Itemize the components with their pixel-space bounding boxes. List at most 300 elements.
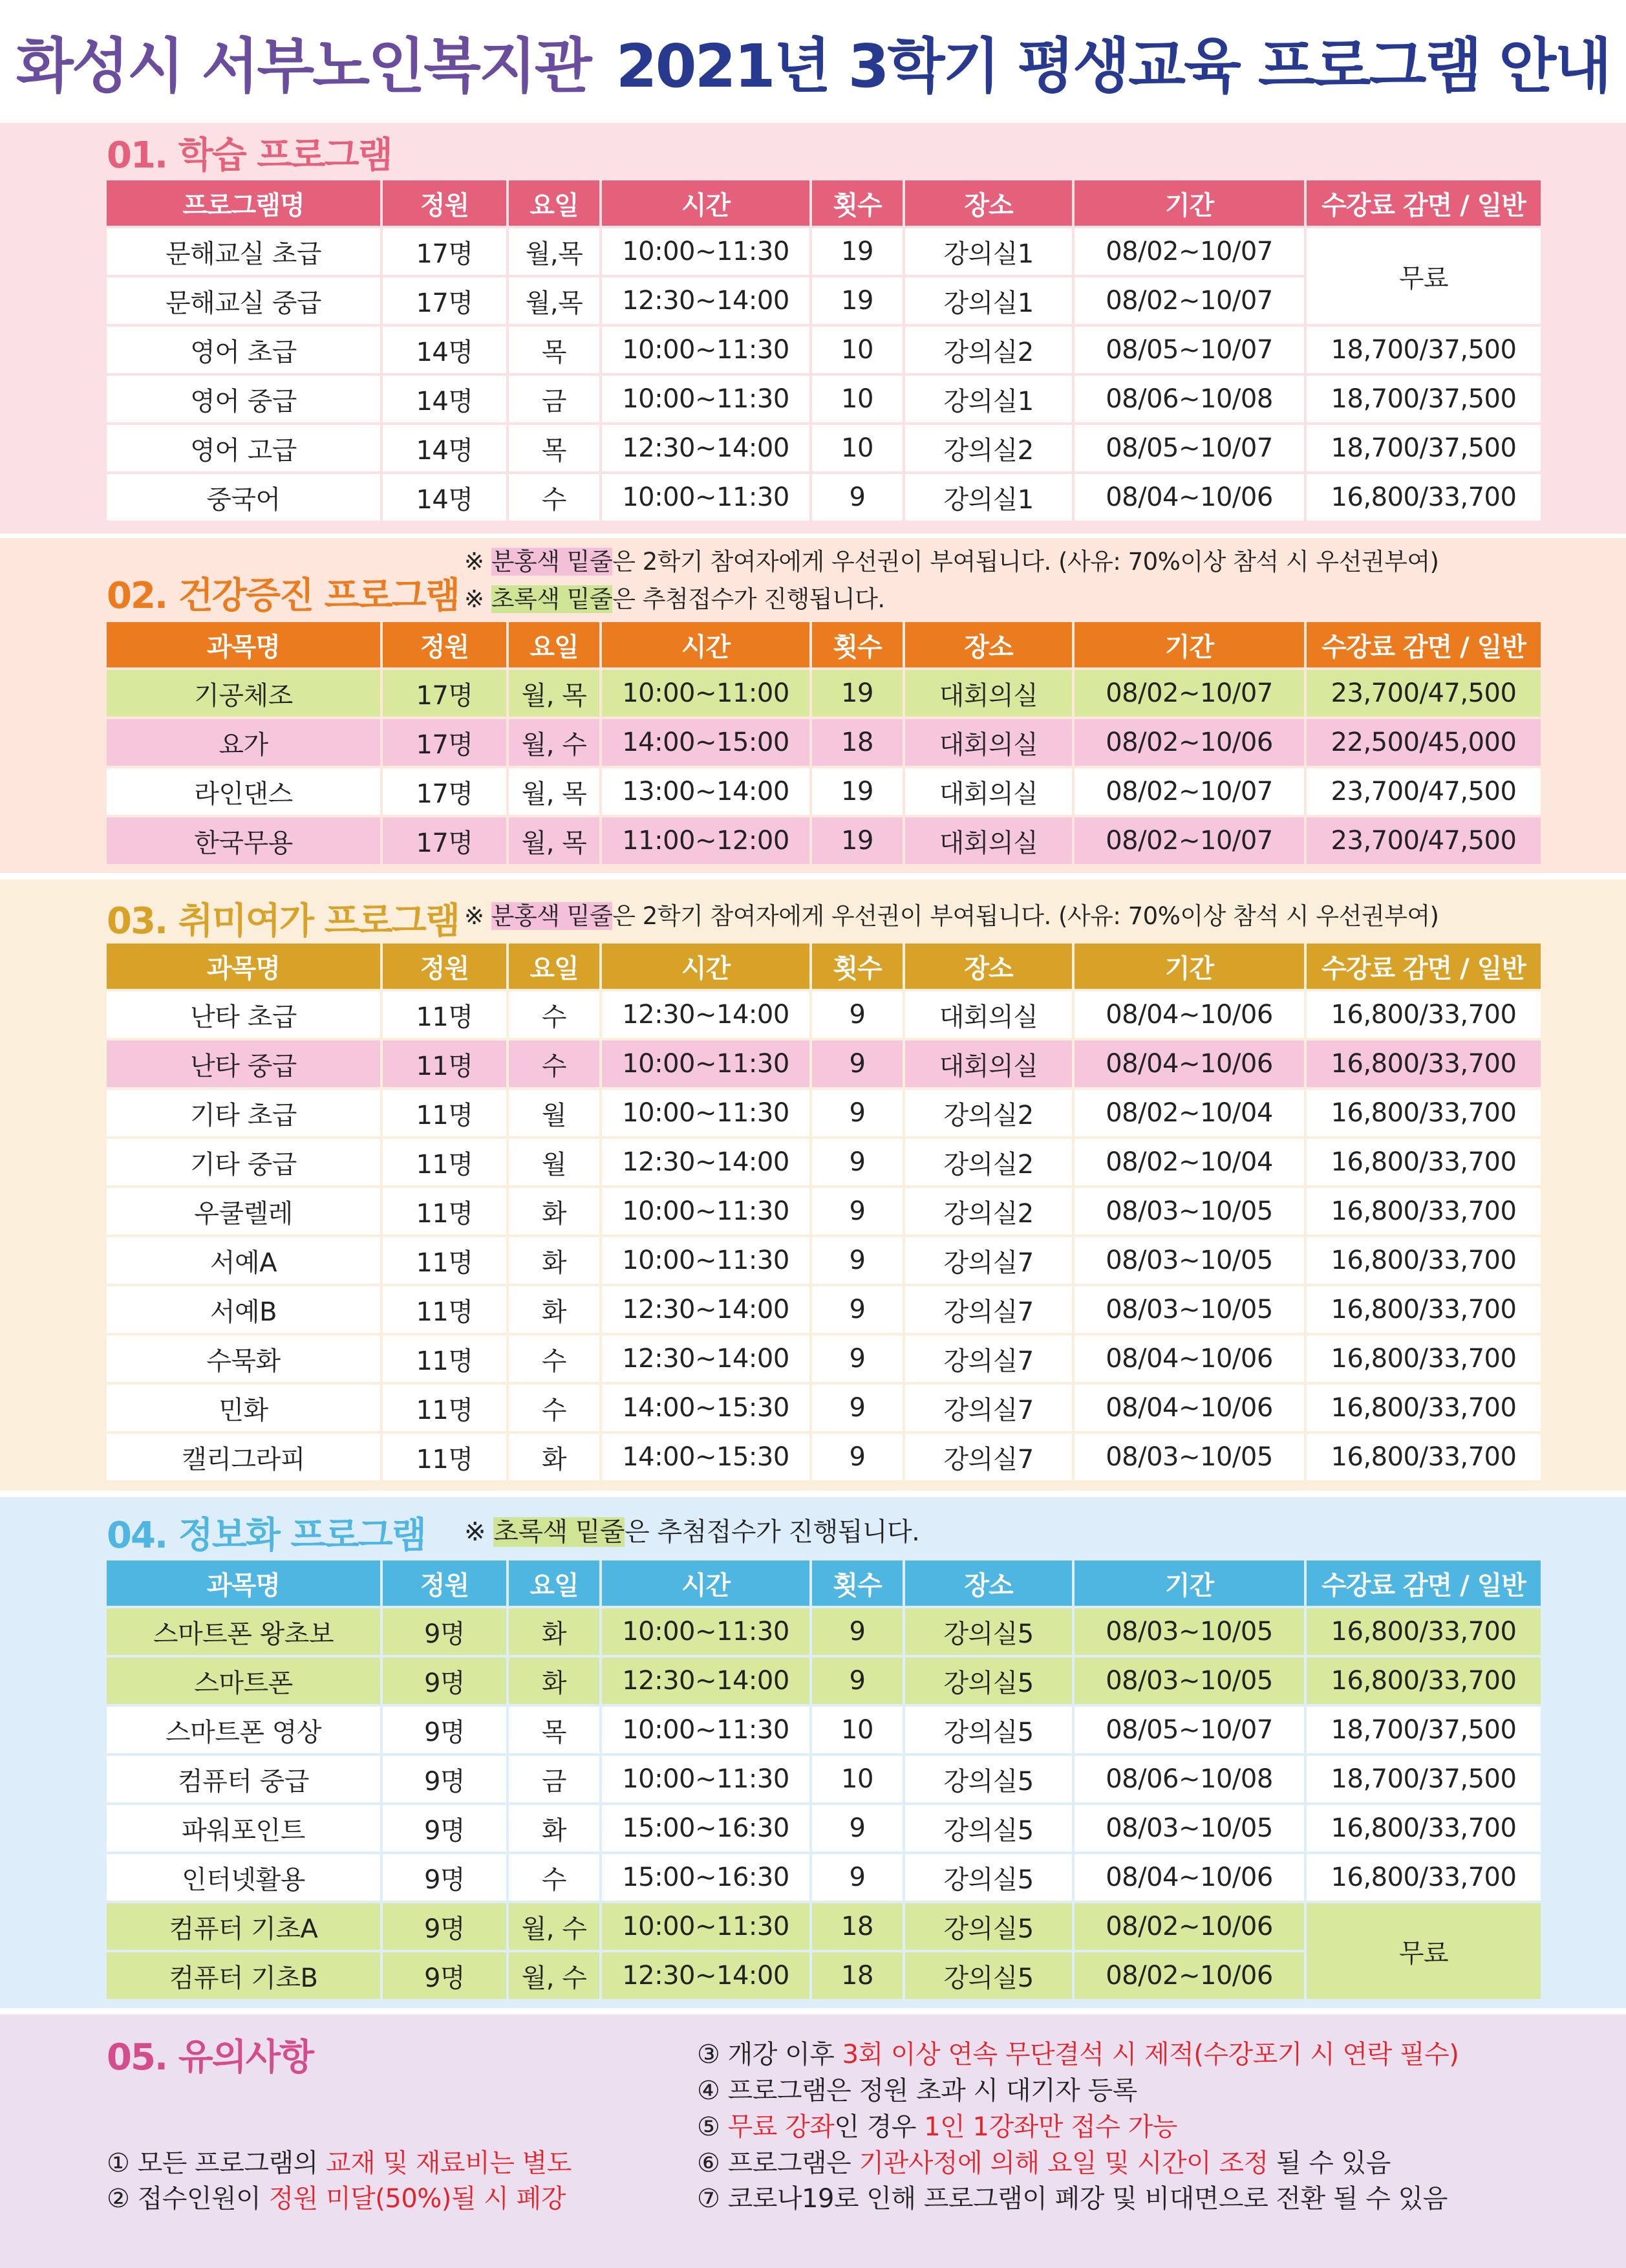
- cell: 11명: [383, 1335, 506, 1382]
- cell: 강의실5: [905, 1658, 1072, 1704]
- cell: 08/03~10/05: [1075, 1286, 1304, 1333]
- cell: 강의실2: [905, 425, 1072, 471]
- cell: 10: [812, 1707, 903, 1753]
- cell: 17명: [383, 670, 506, 717]
- cell: 기타 중급: [107, 1139, 380, 1185]
- cell: 강의실7: [905, 1286, 1072, 1333]
- col-header: 시간: [602, 1561, 809, 1606]
- cell: 15:00~16:30: [602, 1805, 809, 1852]
- lottery-note: [464, 1511, 919, 1548]
- cell: 18,700/37,500: [1307, 425, 1541, 471]
- cell: 강의실1: [905, 474, 1072, 521]
- col-header: 기간: [1075, 622, 1304, 667]
- cell: 수: [509, 991, 599, 1038]
- cell: 대회의실: [905, 670, 1072, 717]
- cell: 월, 수: [509, 1903, 599, 1950]
- cell: 08/04~10/06: [1075, 1335, 1304, 1382]
- cell: 16,800/33,700: [1307, 1090, 1541, 1136]
- cell: 강의실2: [905, 1188, 1072, 1235]
- cell: 16,800/33,700: [1307, 1237, 1541, 1284]
- col-header: 과목명: [107, 944, 380, 989]
- cell: 난타 중급: [107, 1041, 380, 1087]
- cell: 금: [509, 376, 599, 422]
- cell: 08/05~10/07: [1075, 425, 1304, 471]
- cell: 08/02~10/06: [1075, 1903, 1304, 1950]
- cell: 강의실2: [905, 1139, 1072, 1185]
- cell: 민화: [107, 1385, 380, 1431]
- cell: 수: [509, 1854, 599, 1901]
- cell: 08/05~10/07: [1075, 1707, 1304, 1753]
- cell: 10: [812, 376, 903, 422]
- cell: 18: [812, 1903, 903, 1950]
- cell: 08/02~10/06: [1075, 719, 1304, 766]
- cell: 10:00~11:30: [602, 228, 809, 275]
- cell: 11명: [383, 1188, 506, 1235]
- cell: 11:00~12:00: [602, 817, 809, 864]
- cell: 11명: [383, 991, 506, 1038]
- cell: 강의실5: [905, 1854, 1072, 1901]
- cell: 16,800/33,700: [1307, 991, 1541, 1038]
- cell: 08/04~10/06: [1075, 1041, 1304, 1087]
- cell: 19: [812, 277, 903, 324]
- cell: 월, 목: [509, 768, 599, 815]
- cell: 14명: [383, 425, 506, 471]
- table-row: [107, 376, 1541, 422]
- cell: 12:30~14:00: [602, 277, 809, 324]
- table-row: [107, 1335, 1541, 1382]
- cell: 12:30~14:00: [602, 1286, 809, 1333]
- cell: 17명: [383, 719, 506, 766]
- col-header: 장소: [905, 180, 1072, 226]
- cell: 강의실1: [905, 376, 1072, 422]
- col-header: 정원: [383, 944, 506, 989]
- cell: 기공체조: [107, 670, 380, 717]
- cell: 18,700/37,500: [1307, 1707, 1541, 1753]
- table-row: [107, 1608, 1541, 1655]
- cell: 12:30~14:00: [602, 1139, 809, 1185]
- cell: 컴퓨터 기초B: [107, 1952, 380, 1999]
- cell: 16,800/33,700: [1307, 1854, 1541, 1901]
- col-header: 과목명: [107, 622, 380, 667]
- cell: 17명: [383, 228, 506, 275]
- cell: 9: [812, 991, 903, 1038]
- cell: 19: [812, 228, 903, 275]
- cell: 10: [812, 425, 903, 471]
- cell: 11명: [383, 1041, 506, 1087]
- table-row: [107, 768, 1541, 815]
- cell: 10:00~11:30: [602, 327, 809, 373]
- col-header: 횟수: [812, 944, 903, 989]
- table-row: [107, 1286, 1541, 1333]
- cell: 08/02~10/04: [1075, 1139, 1304, 1185]
- col-header: 횟수: [812, 180, 903, 226]
- cell: 월, 수: [509, 719, 599, 766]
- col-header: 요일: [509, 1561, 599, 1606]
- program-table: [104, 941, 1543, 1483]
- table-row: [107, 327, 1541, 373]
- cell: 수: [509, 1385, 599, 1431]
- cell: 08/02~10/04: [1075, 1090, 1304, 1136]
- cell: 19: [812, 670, 903, 717]
- cell: 월, 목: [509, 670, 599, 717]
- cell: 강의실5: [905, 1903, 1072, 1950]
- cell: 9명: [383, 1756, 506, 1802]
- table-row: [107, 1756, 1541, 1802]
- cell: 08/04~10/06: [1075, 991, 1304, 1038]
- table-row: [107, 425, 1541, 471]
- notice-item: [107, 2178, 566, 2215]
- table-row: [107, 1090, 1541, 1136]
- cell: 강의실1: [905, 228, 1072, 275]
- cell: 화: [509, 1188, 599, 1235]
- cell: 08/04~10/06: [1075, 1854, 1304, 1901]
- cell: 08/02~10/07: [1075, 277, 1304, 324]
- cell: 강의실5: [905, 1952, 1072, 1999]
- note-mark: ※: [464, 548, 491, 576]
- cell: 9명: [383, 1707, 506, 1753]
- cell: 08/04~10/06: [1075, 1385, 1304, 1431]
- cell: 9명: [383, 1608, 506, 1655]
- cell: 14:00~15:00: [602, 719, 809, 766]
- cell: 17명: [383, 817, 506, 864]
- cell: 화: [509, 1237, 599, 1284]
- cell: 영어 초급: [107, 327, 380, 373]
- cell: 대회의실: [905, 719, 1072, 766]
- cell: 한국무용: [107, 817, 380, 864]
- note-text: 은 2학기 참여자에게 우선권이 부여됩니다. (사유: 70%이상 참석 시 우선권부여): [612, 902, 1439, 930]
- cell: 12:30~14:00: [602, 1952, 809, 1999]
- cell: 강의실5: [905, 1707, 1072, 1753]
- cell: 강의실7: [905, 1335, 1072, 1382]
- cell: 컴퓨터 기초A: [107, 1903, 380, 1950]
- table-row: [107, 1188, 1541, 1235]
- cell: 10:00~11:30: [602, 1903, 809, 1950]
- cell: 9: [812, 1805, 903, 1852]
- cell: 08/03~10/05: [1075, 1434, 1304, 1480]
- cell: 10:00~11:30: [602, 376, 809, 422]
- notice-item: [697, 2070, 1137, 2107]
- col-header: 시간: [602, 180, 809, 226]
- cell: 23,700/47,500: [1307, 768, 1541, 815]
- cell: 월, 수: [509, 1952, 599, 1999]
- cell: 화: [509, 1805, 599, 1852]
- cell: 08/03~10/05: [1075, 1805, 1304, 1852]
- section-title: 02. 건강증진 프로그램: [107, 575, 459, 617]
- cell: 10:00~11:30: [602, 474, 809, 521]
- cell: 영어 고급: [107, 425, 380, 471]
- cell: 16,800/33,700: [1307, 1188, 1541, 1235]
- fee-free-cell: 무료: [1307, 1903, 1541, 1999]
- cell: 08/03~10/05: [1075, 1608, 1304, 1655]
- col-header: 횟수: [812, 622, 903, 667]
- col-header: 횟수: [812, 1561, 903, 1606]
- page-title: [16, 19, 1610, 104]
- title-org: 화성시 서부노인복지관: [16, 32, 590, 101]
- section-title: 05. 유의사항: [107, 2036, 314, 2079]
- notice-item: [697, 2143, 1391, 2179]
- cell: 10:00~11:30: [602, 1090, 809, 1136]
- notice-text: ① 모든 프로그램의: [107, 2148, 326, 2178]
- cell: 08/02~10/07: [1075, 228, 1304, 275]
- priority-note: [464, 896, 1439, 931]
- cell: 18,700/37,500: [1307, 376, 1541, 422]
- col-header: 수강료 감면 / 일반: [1307, 180, 1541, 226]
- cell: 대회의실: [905, 991, 1072, 1038]
- cell: 15:00~16:30: [602, 1854, 809, 1901]
- cell: 9: [812, 1090, 903, 1136]
- cell: 14:00~15:30: [602, 1385, 809, 1431]
- cell: 16,800/33,700: [1307, 1286, 1541, 1333]
- cell: 대회의실: [905, 768, 1072, 815]
- fee-free-cell: 무료: [1307, 228, 1541, 324]
- cell: 14:00~15:30: [602, 1434, 809, 1480]
- cell: 08/02~10/07: [1075, 768, 1304, 815]
- notice-text: ③ 개강 이후: [697, 2040, 842, 2069]
- cell: 12:30~14:00: [602, 991, 809, 1038]
- title-subject: 2021년 3학기 평생교육 프로그램 안내: [615, 32, 1610, 101]
- col-header: 수강료 감면 / 일반: [1307, 622, 1541, 667]
- cell: 9: [812, 1188, 903, 1235]
- cell: 18,700/37,500: [1307, 327, 1541, 373]
- cell: 강의실7: [905, 1237, 1072, 1284]
- notice-text: 인 경우: [834, 2112, 925, 2142]
- col-header: 요일: [509, 944, 599, 989]
- notice-text: 될 수 있음: [1268, 2148, 1391, 2178]
- note-text: 은 추첨접수가 진행됩니다.: [612, 585, 885, 613]
- cell: 10:00~11:30: [602, 1237, 809, 1284]
- cell: 중국어: [107, 474, 380, 521]
- cell: 16,800/33,700: [1307, 1139, 1541, 1185]
- notice-text: ⑥ 프로그램은: [697, 2148, 859, 2178]
- cell: 강의실2: [905, 1090, 1072, 1136]
- program-table: [104, 178, 1543, 523]
- note-mark: ※: [464, 902, 491, 930]
- note-mark: ※: [464, 1517, 494, 1547]
- section-it: [0, 1497, 1626, 2008]
- cell: 16,800/33,700: [1307, 1658, 1541, 1704]
- cell: 08/06~10/08: [1075, 1756, 1304, 1802]
- cell: 문해교실 초급: [107, 228, 380, 275]
- cell: 목: [509, 327, 599, 373]
- notice-item: [697, 2178, 1448, 2215]
- cell: 요가: [107, 719, 380, 766]
- cell: 10:00~11:30: [602, 1608, 809, 1655]
- cell: 9명: [383, 1805, 506, 1852]
- cell: 강의실7: [905, 1385, 1072, 1431]
- cell: 라인댄스: [107, 768, 380, 815]
- cell: 화: [509, 1608, 599, 1655]
- cell: 08/03~10/05: [1075, 1237, 1304, 1284]
- cell: 9: [812, 1286, 903, 1333]
- cell: 14명: [383, 474, 506, 521]
- notice-item: [697, 2034, 1459, 2071]
- col-header: 정원: [383, 1561, 506, 1606]
- cell: 12:30~14:00: [602, 1658, 809, 1704]
- col-header: 시간: [602, 622, 809, 667]
- cell: 18: [812, 1952, 903, 1999]
- cell: 월,목: [509, 228, 599, 275]
- cell: 수: [509, 1335, 599, 1382]
- section-title: 04. 정보화 프로그램: [107, 1515, 425, 1557]
- table-row: [107, 1707, 1541, 1753]
- col-header: 장소: [905, 944, 1072, 989]
- cell: 08/02~10/07: [1075, 817, 1304, 864]
- cell: 14명: [383, 327, 506, 373]
- cell: 10:00~11:30: [602, 1707, 809, 1753]
- cell: 11명: [383, 1434, 506, 1480]
- cell: 9: [812, 1335, 903, 1382]
- cell: 스마트폰 영상: [107, 1707, 380, 1753]
- cell: 9: [812, 1041, 903, 1087]
- lottery-note: [464, 579, 885, 614]
- cell: 캘리그라피: [107, 1434, 380, 1480]
- cell: 14명: [383, 376, 506, 422]
- col-header: 정원: [383, 622, 506, 667]
- notice-item: [697, 2106, 1177, 2143]
- note-mark: ※: [464, 585, 491, 613]
- cell: 9: [812, 1658, 903, 1704]
- cell: 17명: [383, 768, 506, 815]
- cell: 9명: [383, 1658, 506, 1704]
- notice-text: ⑦ 코로나19로 인해 프로그램이 폐강 및 비대면으로 전환 될 수 있음: [697, 2184, 1448, 2214]
- cell: 16,800/33,700: [1307, 1335, 1541, 1382]
- cell: 스마트폰: [107, 1658, 380, 1704]
- cell: 23,700/47,500: [1307, 670, 1541, 717]
- program-table: [104, 1558, 1543, 2002]
- cell: 강의실2: [905, 327, 1072, 373]
- cell: 23,700/47,500: [1307, 817, 1541, 864]
- cell: 9: [812, 474, 903, 521]
- cell: 강의실7: [905, 1434, 1072, 1480]
- cell: 16,800/33,700: [1307, 1608, 1541, 1655]
- cell: 22,500/45,000: [1307, 719, 1541, 766]
- cell: 기타 초급: [107, 1090, 380, 1136]
- notice-emphasis: 무료 강좌: [727, 2112, 835, 2142]
- page-header: [0, 0, 1626, 123]
- notice-text: ⑤: [697, 2112, 728, 2142]
- table-header-row: [107, 180, 1541, 226]
- cell: 9: [812, 1385, 903, 1431]
- cell: 목: [509, 1707, 599, 1753]
- cell: 수묵화: [107, 1335, 380, 1382]
- cell: 17명: [383, 277, 506, 324]
- cell: 18,700/37,500: [1307, 1756, 1541, 1802]
- cell: 수: [509, 1041, 599, 1087]
- table-row: [107, 1237, 1541, 1284]
- cell: 문해교실 중급: [107, 277, 380, 324]
- notice-emphasis: 3회 이상 연속 무단결석 시 제적(수강포기 시 연락 필수): [842, 2040, 1459, 2069]
- cell: 9: [812, 1434, 903, 1480]
- cell: 서예A: [107, 1237, 380, 1284]
- notice-emphasis: 교재 및 재료비는 별도: [325, 2148, 572, 2178]
- cell: 9명: [383, 1952, 506, 1999]
- col-header: 장소: [905, 622, 1072, 667]
- col-header: 과목명: [107, 1561, 380, 1606]
- cell: 9명: [383, 1903, 506, 1950]
- table-row: [107, 228, 1541, 275]
- cell: 11명: [383, 1237, 506, 1284]
- cell: 강의실1: [905, 277, 1072, 324]
- cell: 화: [509, 1286, 599, 1333]
- section-hobby: [0, 880, 1626, 1491]
- cell: 16,800/33,700: [1307, 1805, 1541, 1852]
- cell: 08/03~10/05: [1075, 1658, 1304, 1704]
- note-highlight-pink: 분홍색 밑줄: [491, 548, 613, 576]
- cell: 10:00~11:30: [602, 1756, 809, 1802]
- cell: 강의실5: [905, 1608, 1072, 1655]
- cell: 월, 목: [509, 817, 599, 864]
- cell: 11명: [383, 1090, 506, 1136]
- col-header: 정원: [383, 180, 506, 226]
- table-row: [107, 1385, 1541, 1431]
- cell: 16,800/33,700: [1307, 1041, 1541, 1087]
- col-header: 프로그램명: [107, 180, 380, 226]
- cell: 화: [509, 1434, 599, 1480]
- note-highlight-pink: 분홍색 밑줄: [491, 902, 613, 930]
- notice-emphasis: 기관사정에 의해 요일 및 시간이 조정: [859, 2148, 1268, 2178]
- col-header: 요일: [509, 180, 599, 226]
- note-highlight-green: 초록색 밑줄: [493, 1517, 625, 1547]
- section-notice: [0, 2014, 1626, 2268]
- cell: 11명: [383, 1286, 506, 1333]
- table-row: [107, 1805, 1541, 1852]
- cell: 08/02~10/07: [1075, 670, 1304, 717]
- cell: 10:00~11:30: [602, 1188, 809, 1235]
- cell: 인터넷활용: [107, 1854, 380, 1901]
- cell: 16,800/33,700: [1307, 474, 1541, 521]
- cell: 13:00~14:00: [602, 768, 809, 815]
- notice-text: ④ 프로그램은 정원 초과 시 대기자 등록: [697, 2076, 1137, 2106]
- section-learning: [0, 123, 1626, 534]
- cell: 파워포인트: [107, 1805, 380, 1852]
- cell: 08/04~10/06: [1075, 474, 1304, 521]
- cell: 19: [812, 817, 903, 864]
- cell: 9: [812, 1237, 903, 1284]
- table-row: [107, 670, 1541, 717]
- col-header: 시간: [602, 944, 809, 989]
- cell: 12:30~14:00: [602, 425, 809, 471]
- cell: 강의실5: [905, 1805, 1072, 1852]
- table-row: [107, 1041, 1541, 1087]
- col-header: 장소: [905, 1561, 1072, 1606]
- cell: 우쿨렐레: [107, 1188, 380, 1235]
- cell: 9: [812, 1608, 903, 1655]
- table-row: [107, 719, 1541, 766]
- note-text: 은 2학기 참여자에게 우선권이 부여됩니다. (사유: 70%이상 참석 시 우선권부여): [612, 548, 1439, 576]
- cell: 월: [509, 1090, 599, 1136]
- cell: 10:00~11:30: [602, 1041, 809, 1087]
- cell: 스마트폰 왕초보: [107, 1608, 380, 1655]
- cell: 10:00~11:00: [602, 670, 809, 717]
- program-table: [104, 620, 1543, 867]
- cell: 화: [509, 1658, 599, 1704]
- cell: 난타 초급: [107, 991, 380, 1038]
- section-health: [0, 538, 1626, 873]
- cell: 10: [812, 327, 903, 373]
- table-row: [107, 1139, 1541, 1185]
- priority-note: [464, 542, 1439, 577]
- cell: 08/03~10/05: [1075, 1188, 1304, 1235]
- cell: 16,800/33,700: [1307, 1434, 1541, 1480]
- cell: 16,800/33,700: [1307, 1385, 1541, 1431]
- notice-item: [107, 2143, 572, 2179]
- cell: 19: [812, 768, 903, 815]
- table-row: [107, 817, 1541, 864]
- cell: 08/05~10/07: [1075, 327, 1304, 373]
- table-row: [107, 1903, 1541, 1950]
- notice-emphasis: 정원 미달(50%)될 시 폐강: [268, 2184, 566, 2214]
- col-header: 기간: [1075, 180, 1304, 226]
